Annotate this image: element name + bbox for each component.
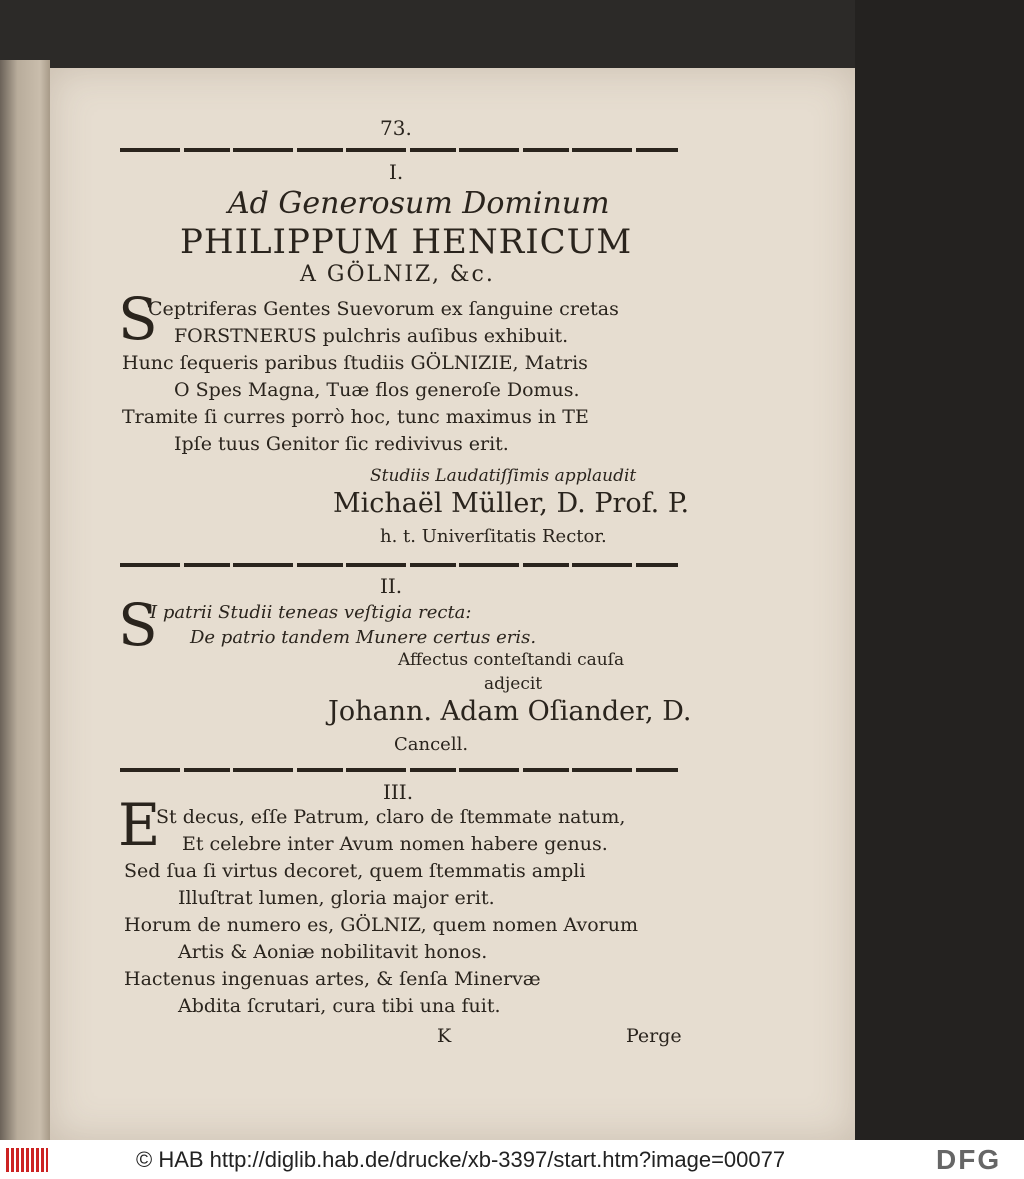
poem3-line: Horum de numero es, GÖLNIZ, quem nomen Avorum [124,914,639,936]
poem1-line: Tramite ſi curres porrò hoc, tunc maximus in TE [122,406,589,428]
poem2-author: Johann. Adam Oſiander, D. [328,696,692,727]
rule-1 [120,563,678,567]
poem1-dropcap: S [118,285,158,353]
poem1-author-title: h. t. Univerſitatis Rector. [380,526,607,547]
poem2-dedication: Affectus conteſtandi cauſa [398,650,625,670]
poem2-line: I patrii Studii teneas veſtigia recta: [150,602,472,623]
dfg-logo: DFG [936,1144,1002,1175]
poem2-author-title: Cancell. [394,734,469,755]
poem1-heading-sub: A GÖLNIZ, &c. [300,262,495,287]
hab-logo-icon [6,1148,48,1172]
poem3-line: Artis & Aoniæ nobilitavit honos. [178,941,488,963]
poem1-numeral: I. [389,160,404,184]
poem1-heading-name: PHILIPPUM HENRICUM [180,222,633,262]
signature-mark: K [437,1025,452,1047]
poem2-numeral: II. [380,574,403,598]
poem2-dedication: adjecit [484,674,543,694]
footer-bar [0,1140,1024,1179]
poem2-line: De patrio tandem Munere certus eris. [190,627,537,648]
catchword: Perge [626,1025,682,1047]
footer-credit[interactable]: © HAB http://diglib.hab.de/drucke/xb-3397/start.htm?image=00077 [136,1147,786,1172]
poem1-author: Michaël Müller, D. Prof. P. [333,488,690,519]
rule-top [120,148,678,152]
left-page-edge [0,60,50,1140]
poem3-line: Abdita ſcrutari, cura tibi una fuit. [178,995,501,1017]
poem3-line: Et celebre inter Avum nomen habere genus. [182,833,608,855]
poem3-line: Illuſtrat lumen, gloria major erit. [178,887,495,909]
poem1-applause: Studiis Laudatiſſimis applaudit [370,466,637,486]
poem3-line: Hactenus ingenuas artes, & ſenſa Minervæ [124,968,541,990]
poem1-line: Hunc ſequeris paribus ſtudiis GÖLNIZIE, Matris [122,352,588,374]
poem1-line: Ceptriferas Gentes Suevorum ex ſanguine cretas [148,298,619,320]
rule-2 [120,768,678,772]
poem3-numeral: III. [383,780,414,804]
poem1-line: Ipſe tuus Genitor ſic redivivus erit. [174,433,509,455]
poem3-dropcap: E [118,791,161,859]
poem1-line: O Spes Magna, Tuæ flos generoſe Domus. [174,379,580,401]
poem2-dropcap: S [118,591,158,659]
poem3-line: Sed ſua ſi virtus decoret, quem ſtemmatis ampli [124,860,586,882]
poem1-heading-italic: Ad Generosum Dominum [228,186,610,221]
poem1-line: FORSTNERUS pulchris auſibus exhibuit. [174,325,569,347]
scan-background [855,0,1024,1140]
page-number: 73. [380,116,412,140]
poem3-line: St decus, eſſe Patrum, claro de ſtemmate natum, [156,806,626,828]
